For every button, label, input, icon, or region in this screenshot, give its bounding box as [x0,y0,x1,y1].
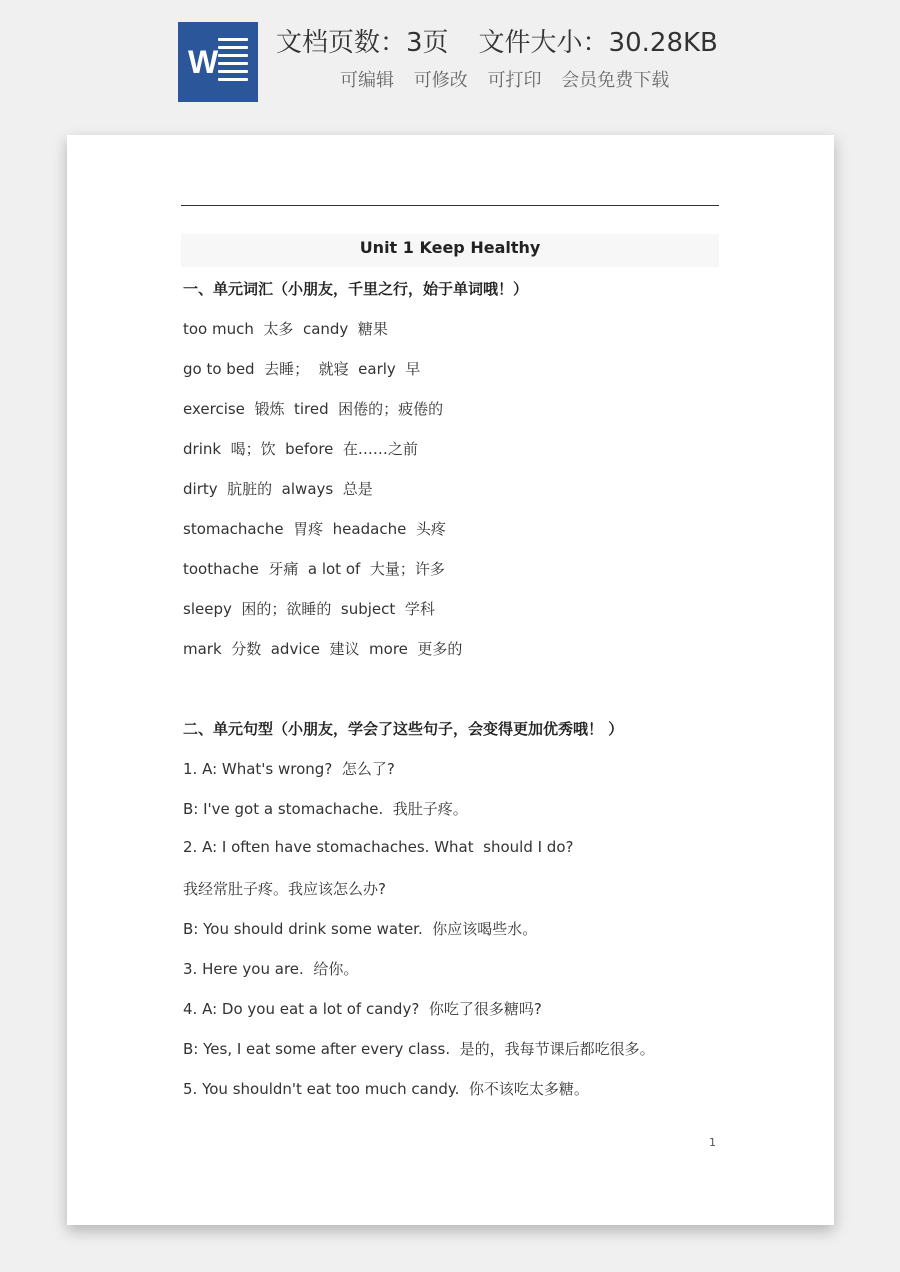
feature-list [340,66,679,92]
feature-printable: 可打印 [487,70,542,91]
vocab-line: sleepy 困的；欲睡的 subject 学科 [183,600,435,618]
sentence-line: 5. You shouldn't eat too much candy. 你不该吃太多糖。 [183,1080,589,1098]
banner-title [276,22,718,59]
sentence-line: 2. A: I often have stomachaches. What should I do? [183,838,574,856]
document-page [67,135,834,1225]
feature-member-download: 会员免费下载 [561,70,670,91]
header-rule [181,205,719,206]
vocab-line: toothache 牙痛 a lot of 大量；许多 [183,560,445,578]
download-banner [0,0,900,120]
unit-title: Unit 1 Keep Healthy [181,234,719,267]
feature-modifiable: 可修改 [413,70,468,91]
sentence-line: 我经常肚子疼。我应该怎么办? [183,880,386,898]
sentence-line: B: I've got a stomachache. 我肚子疼。 [183,800,468,818]
sentence-line: B: You should drink some water. 你应该喝些水。 [183,920,538,938]
vocab-line: dirty 肮脏的 always 总是 [183,480,373,498]
sentence-line: 1. A: What's wrong? 怎么了? [183,760,395,778]
sentence-line: 4. A: Do you eat a lot of candy? 你吃了很多糖吗? [183,1000,542,1018]
sentence-heading: 二、单元句型（小朋友，学会了这些句子，会变得更加优秀哦！ ） [183,720,624,738]
vocab-line: go to bed 去睡； 就寝 early 早 [183,360,421,378]
vocab-line: drink 喝；饮 before 在……之前 [183,440,418,458]
word-logo-letter: W [188,44,219,80]
vocab-line: stomachache 胃疼 headache 头疼 [183,520,446,538]
vocab-line: mark 分数 advice 建议 more 更多的 [183,640,463,658]
vocab-heading: 一、单元词汇（小朋友，千里之行，始于单词哦！） [183,280,529,298]
sentence-line: 3. Here you are. 给你。 [183,960,359,978]
document-lines-icon [218,38,248,86]
vocab-line: exercise 锻炼 tired 困倦的；疲倦的 [183,400,444,418]
page-number: 1 [709,1136,716,1149]
file-size-label: 文件大小：30.28KB [478,28,718,58]
feature-editable: 可编辑 [340,70,394,91]
page-count-label: 文档页数：3页 [276,28,449,58]
word-document-icon [178,22,258,102]
sentence-line: B: Yes, I eat some after every class. 是的，我每节课后都吃很多。 [183,1040,655,1058]
vocab-line: too much 太多 candy 糖果 [183,320,388,338]
